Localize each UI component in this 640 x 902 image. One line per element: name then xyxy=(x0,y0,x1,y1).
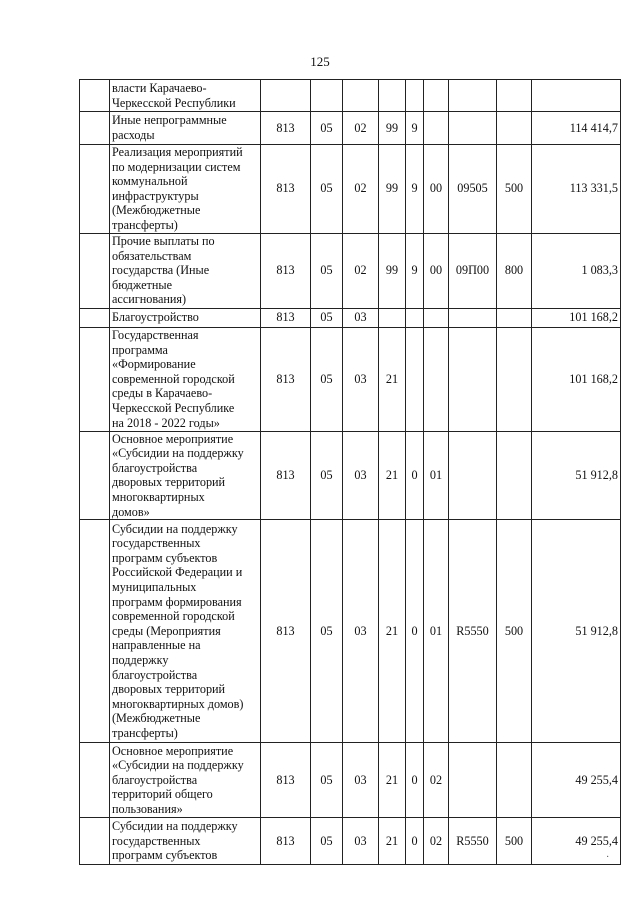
amount-cell: 1 083,3 xyxy=(532,233,621,308)
item-name-cell: Государственная программа «Формирование современной городской среды в Карачаево- Черкесской Республике на 2018 - 2022 годы» xyxy=(110,327,261,431)
row-number-cell xyxy=(80,233,110,308)
section-code-cell: 05 xyxy=(311,520,343,743)
subsection-code-cell: 03 xyxy=(343,520,379,743)
amount-cell: 51 912,8 xyxy=(532,431,621,520)
row-number-cell xyxy=(80,743,110,818)
expense-type-cell xyxy=(497,308,532,327)
row-number-cell xyxy=(80,145,110,234)
expense-type-cell: 500 xyxy=(497,520,532,743)
subsection-code-cell: 03 xyxy=(343,743,379,818)
subsection-code-cell: 03 xyxy=(343,431,379,520)
ministry-code-cell: 813 xyxy=(261,233,311,308)
ministry-code-cell: 813 xyxy=(261,818,311,865)
amount-cell: 101 168,2 xyxy=(532,308,621,327)
subsection-code-cell: 03 xyxy=(343,818,379,865)
table-body xyxy=(80,80,621,865)
section-code-cell: 05 xyxy=(311,431,343,520)
subsection-code-cell: 02 xyxy=(343,233,379,308)
row-number-cell xyxy=(80,431,110,520)
ministry-code-cell: 813 xyxy=(261,520,311,743)
direction-code-cell xyxy=(449,431,497,520)
direction-code-cell: 09505 xyxy=(449,145,497,234)
section-code-cell: 05 xyxy=(311,145,343,234)
ministry-code-cell: 813 xyxy=(261,327,311,431)
ministry-code-cell: 813 xyxy=(261,112,311,145)
section-code-cell: 05 xyxy=(311,308,343,327)
event-code-cell: 01 xyxy=(424,431,449,520)
row-number-cell xyxy=(80,327,110,431)
expense-type-cell xyxy=(497,431,532,520)
table-row xyxy=(80,520,621,743)
direction-code-cell: R5550 xyxy=(449,818,497,865)
expense-type-cell xyxy=(497,112,532,145)
table-row xyxy=(80,112,621,145)
item-name-cell: Субсидии на поддержку государственных программ субъектов xyxy=(110,818,261,865)
subsection-code-cell: 02 xyxy=(343,145,379,234)
direction-code-cell: 09П00 xyxy=(449,233,497,308)
amount-cell: 49 255,4 xyxy=(532,743,621,818)
event-code-cell: 01 xyxy=(424,520,449,743)
table-row xyxy=(80,743,621,818)
section-code-cell: 05 xyxy=(311,818,343,865)
item-name-cell: власти Карачаево- Черкесской Республики xyxy=(110,80,261,112)
subprogram-code-cell: 9 xyxy=(406,112,424,145)
page-number: 125 xyxy=(310,54,330,69)
item-name-cell: Основное мероприятие «Субсидии на поддержку благоустройства территорий общего пользования» xyxy=(110,743,261,818)
event-code-cell: 00 xyxy=(424,145,449,234)
expense-type-cell: 500 xyxy=(497,818,532,865)
subprogram-code-cell: 9 xyxy=(406,145,424,234)
row-number-cell xyxy=(80,520,110,743)
direction-code-cell: R5550 xyxy=(449,520,497,743)
program-code-cell: 99 xyxy=(379,233,406,308)
program-code-cell: 21 xyxy=(379,818,406,865)
program-code-cell xyxy=(379,308,406,327)
ministry-code-cell xyxy=(261,80,311,112)
ministry-code-cell: 813 xyxy=(261,308,311,327)
event-code-cell xyxy=(424,80,449,112)
expense-type-cell xyxy=(497,743,532,818)
row-number-cell xyxy=(80,112,110,145)
program-code-cell: 99 xyxy=(379,145,406,234)
program-code-cell: 21 xyxy=(379,431,406,520)
amount-cell xyxy=(532,80,621,112)
subprogram-code-cell: 0 xyxy=(406,818,424,865)
subsection-code-cell xyxy=(343,80,379,112)
table-row xyxy=(80,818,621,865)
subsection-code-cell: 03 xyxy=(343,327,379,431)
amount-cell: 114 414,7 xyxy=(532,112,621,145)
expense-type-cell xyxy=(497,80,532,112)
subprogram-code-cell xyxy=(406,327,424,431)
expense-type-cell: 500 xyxy=(497,145,532,234)
table-row xyxy=(80,80,621,112)
event-code-cell: 02 xyxy=(424,818,449,865)
subsection-code-cell: 03 xyxy=(343,308,379,327)
program-code-cell: 21 xyxy=(379,520,406,743)
expense-type-cell xyxy=(497,327,532,431)
program-code-cell: 99 xyxy=(379,112,406,145)
row-number-cell xyxy=(80,818,110,865)
table-row xyxy=(80,327,621,431)
item-name-cell: Иные непрограммные расходы xyxy=(110,112,261,145)
section-code-cell: 05 xyxy=(311,112,343,145)
program-code-cell: 21 xyxy=(379,327,406,431)
item-name-cell: Реализация мероприятий по модернизации систем коммунальной инфраструктуры (Межбюджетные трансферты) xyxy=(110,145,261,234)
expense-type-cell: 800 xyxy=(497,233,532,308)
event-code-cell xyxy=(424,327,449,431)
table-row xyxy=(80,145,621,234)
event-code-cell: 02 xyxy=(424,743,449,818)
table-row xyxy=(80,233,621,308)
event-code-cell xyxy=(424,112,449,145)
subprogram-code-cell: 0 xyxy=(406,431,424,520)
subprogram-code-cell xyxy=(406,308,424,327)
budget-table xyxy=(79,79,621,865)
table-row xyxy=(80,431,621,520)
section-code-cell: 05 xyxy=(311,327,343,431)
item-name-cell: Субсидии на поддержку государственных программ субъектов Российской Федерации и муниципальных программ формирования современной городской среды (Мероприятия направленные на поддержку благоустройства дворовых территорий многоквартирных домов) (Межбюджетные трансферты) xyxy=(110,520,261,743)
event-code-cell xyxy=(424,308,449,327)
direction-code-cell xyxy=(449,308,497,327)
item-name-cell: Благоустройство xyxy=(110,308,261,327)
program-code-cell: 21 xyxy=(379,743,406,818)
amount-cell: 101 168,2 xyxy=(532,327,621,431)
subsection-code-cell: 02 xyxy=(343,112,379,145)
direction-code-cell xyxy=(449,80,497,112)
row-number-cell xyxy=(80,308,110,327)
subprogram-code-cell: 0 xyxy=(406,743,424,818)
program-code-cell xyxy=(379,80,406,112)
section-code-cell: 05 xyxy=(311,233,343,308)
ministry-code-cell: 813 xyxy=(261,145,311,234)
subprogram-code-cell: 9 xyxy=(406,233,424,308)
direction-code-cell xyxy=(449,112,497,145)
direction-code-cell xyxy=(449,743,497,818)
item-name-cell: Прочие выплаты по обязательствам государства (Иные бюджетные ассигнования) xyxy=(110,233,261,308)
subprogram-code-cell: 0 xyxy=(406,520,424,743)
event-code-cell: 00 xyxy=(424,233,449,308)
subprogram-code-cell xyxy=(406,80,424,112)
ministry-code-cell: 813 xyxy=(261,743,311,818)
direction-code-cell xyxy=(449,327,497,431)
amount-cell: 49 255,4 xyxy=(532,818,621,865)
section-code-cell: 05 xyxy=(311,743,343,818)
item-name-cell: Основное мероприятие «Субсидии на поддержку благоустройства дворовых территорий многоквартирных домов» xyxy=(110,431,261,520)
row-number-cell xyxy=(80,80,110,112)
table-row xyxy=(80,308,621,327)
corner-mark: · xyxy=(606,852,610,863)
ministry-code-cell: 813 xyxy=(261,431,311,520)
amount-cell: 51 912,8 xyxy=(532,520,621,743)
amount-cell: 113 331,5 xyxy=(532,145,621,234)
section-code-cell xyxy=(311,80,343,112)
